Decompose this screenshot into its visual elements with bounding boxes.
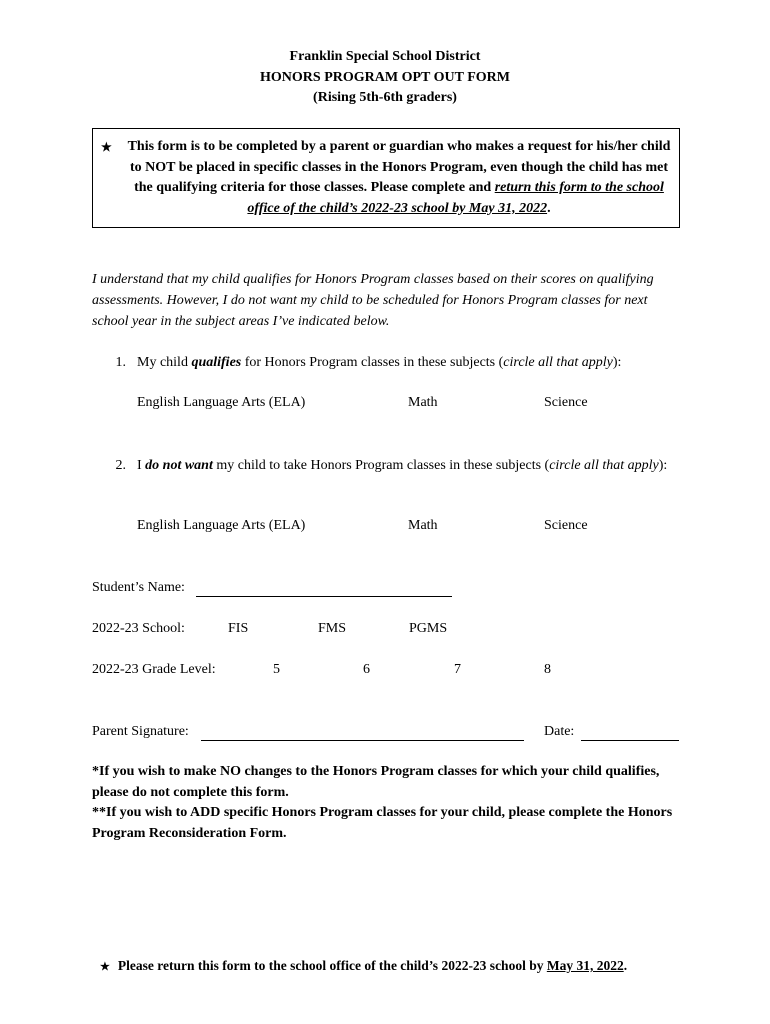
no-changes-note: *If you wish to make NO changes to the Honors Program classes for which your child qualifies, please do not complete this form. [92,764,660,800]
student-name-label: Student’s Name: [92,580,185,595]
grade-option-5[interactable]: 5 [273,662,280,677]
date-field[interactable] [581,726,679,741]
grade-option-6[interactable]: 6 [363,662,370,677]
q2-option-science[interactable]: Science [544,518,588,533]
grade-option-8[interactable]: 8 [544,662,551,677]
q2-number: 2. [115,458,126,473]
q2-option-math[interactable]: Math [408,518,438,533]
grade-range: (Rising 5th-6th graders) [313,90,457,105]
instructions-text: This form is to be completed by a parent or guardian who makes a request for his/her child to NOT be placed in specific classes in the Honors Program, even though the child has met the qualifying criteria for those classes. Please complete and return this form to the school office of the child’s 2022-23 school by May 31, 2022. [127,139,671,216]
grade-option-7[interactable]: 7 [454,662,461,677]
star-icon: ★ [100,961,110,973]
date-label: Date: [544,724,575,739]
q1-option-science[interactable]: Science [544,395,588,410]
q1-option-ela[interactable]: English Language Arts (ELA) [137,395,306,410]
q2-text: I do not want my child to take Honors Program classes in these subjects (circle all that apply): [137,458,668,473]
form-title: HONORS PROGRAM OPT OUT FORM [260,69,510,85]
student-name-field[interactable] [196,582,452,597]
footer-reminder: ★ Please return this form to the school office of the child’s 2022-23 school by May 31, 2022. [100,958,628,973]
q1-text: My child qualifies for Honors Program classes in these subjects (circle all that apply): [137,355,622,370]
q1-number: 1. [115,355,126,370]
instructions-box [92,128,680,228]
footer-deadline: May 31, 2022 [546,958,624,973]
footnotes [92,762,692,844]
q2-option-ela[interactable]: English Language Arts (ELA) [137,518,306,533]
school-option-fms[interactable]: FMS [318,621,347,636]
district-name: Franklin Special School District [289,49,481,64]
form-header [0,47,770,109]
school-option-pgms[interactable]: PGMS [409,621,448,636]
school-option-fis[interactable]: FIS [228,621,249,636]
parent-signature-label: Parent Signature: [92,724,189,739]
school-label: 2022-23 School: [92,621,185,636]
q1-option-math[interactable]: Math [408,395,438,410]
grade-label: 2022-23 Grade Level: [92,662,216,677]
star-icon: ★ [101,140,112,154]
intro-statement: I understand that my child qualifies for Honors Program classes based on their scores on qualifying assessments. However, I do not want my child to be scheduled for Honors Program classes for next school year in the subject areas I’ve indicated below. [92,272,654,329]
return-deadline: return this form to the school office of the child’s 2022-23 school by May 31, 2022 [247,180,664,216]
parent-signature-field[interactable] [201,726,524,741]
add-classes-note: **If you wish to ADD specific Honors Program classes for your child, please complete the Honors Program Reconsideration Form. [92,805,673,841]
